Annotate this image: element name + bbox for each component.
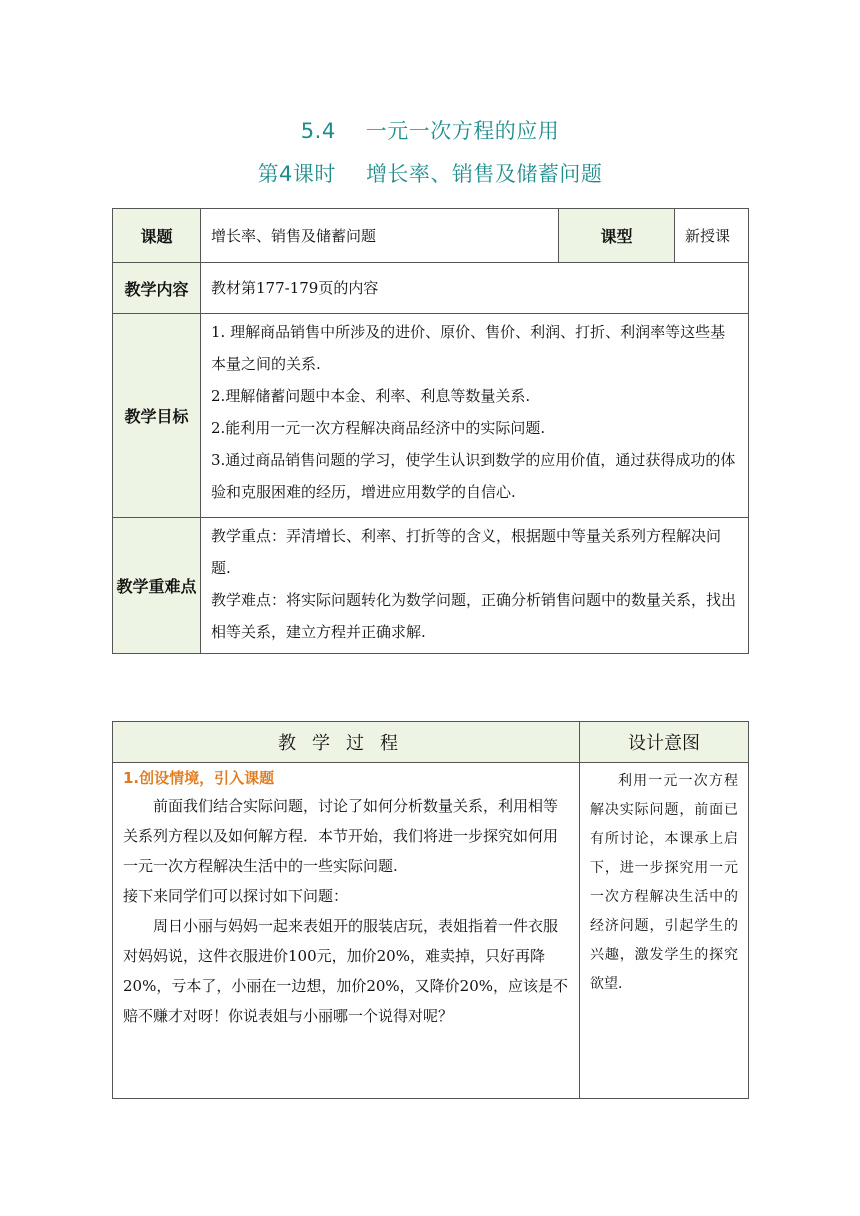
section1-title: 1.创设情境，引入课题: [123, 769, 275, 787]
goal-item: 1. 理解商品销售中所涉及的进价、原价、售价、利润、打折、利润率等这些基本量之间的关系.: [211, 323, 726, 373]
topic-value: 增长率、销售及储蓄问题: [201, 209, 559, 263]
process-content: [113, 763, 580, 1099]
section-number: 5.4: [300, 119, 336, 143]
topic-label: 课题: [113, 209, 201, 263]
goal-item: 3.通过商品销售问题的学习，使学生认识到数学的应用价值，通过获得成功的体验和克服困难的经历，增进应用数学的自信心.: [211, 451, 736, 501]
difficulty: 教学难点：将实际问题转化为数学问题，正确分析销售问题中的数量关系，找出相等关系，建立方程并正确求解.: [211, 591, 737, 641]
type-value: 新授课: [675, 209, 749, 263]
teaching-process-table: [112, 721, 749, 1099]
goals-list: [201, 314, 749, 518]
goal-item: 2.理解储蓄问题中本金、利率、利息等数量关系.: [211, 387, 531, 405]
keys-content: [201, 518, 749, 654]
paragraph: 周日小丽与妈妈一起来表姐开的服装店玩，表姐指着一件衣服对妈妈说，这件衣服进价100元，加价20%，难卖掉，只好再降20%，亏本了，小丽在一边想，加价20%，又降价20%，应该是不赔不赚才对呀！你说表姐与小丽哪一个说得对呢？: [123, 917, 569, 1025]
goals-label: 教学目标: [113, 314, 201, 518]
goal-item: 2.能利用一元一次方程解决商品经济中的实际问题.: [211, 419, 546, 437]
lesson-info-table: [112, 208, 749, 654]
paragraph: 前面我们结合实际问题，讨论了如何分析数量关系，利用相等关系列方程以及如何解方程．本节开始，我们将进一步探究如何用一元一次方程解决生活中的一些实际问题.: [123, 797, 559, 875]
section-title: [0, 115, 860, 145]
paragraph: 接下来同学们可以探讨如下问题：: [123, 887, 349, 905]
key-point: 教学重点：弄清增长、利率、打折等的含义，根据题中等量关系列方程解决问题.: [211, 527, 722, 577]
intent-text: 利用一元一次方程解决实际问题，前面已有所讨论，本课承上启下，进一步探究用一元一次方程解决生活中的经济问题，引起学生的兴趣，激发学生的探究欲望.: [590, 773, 738, 992]
process-header: 教学过程: [113, 722, 580, 763]
lesson-number: 第4课时: [257, 162, 336, 186]
content-value: 教材第177-179页的内容: [201, 263, 749, 314]
intent-header: 设计意图: [580, 722, 749, 763]
section-topic: 一元一次方程的应用: [365, 119, 560, 143]
type-label: 课型: [559, 209, 675, 263]
content-label: 教学内容: [113, 263, 201, 314]
lesson-subtopic: 增长率、销售及储蓄问题: [365, 162, 603, 186]
keys-label: 教学重难点: [113, 518, 201, 654]
design-intent: [580, 763, 749, 1099]
lesson-title: [0, 158, 860, 188]
